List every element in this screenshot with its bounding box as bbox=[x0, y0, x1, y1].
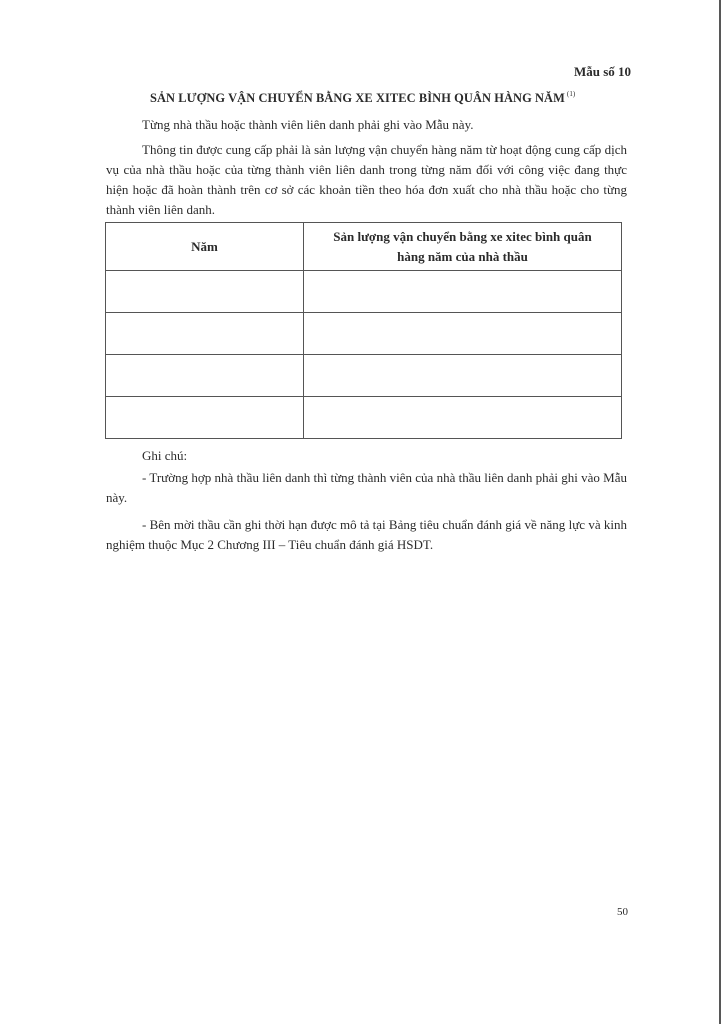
form-number: Mẫu số 10 bbox=[573, 64, 631, 79]
note-item-1: - Trường hợp nhà thầu liên danh thì từng thành viên của nhà thầu liên danh phải ghi vào Mẫu này. bbox=[106, 470, 627, 505]
table-header-row bbox=[106, 223, 622, 271]
table-row bbox=[106, 355, 622, 397]
cell-year bbox=[106, 355, 304, 397]
scan-edge-line bbox=[719, 0, 721, 1024]
cell-volume bbox=[304, 313, 622, 355]
cell-volume bbox=[304, 355, 622, 397]
cell-year bbox=[106, 397, 304, 439]
volume-table bbox=[105, 222, 622, 439]
document-title bbox=[150, 90, 575, 106]
page-number: 50 bbox=[617, 906, 628, 918]
intro-paragraph-1: Từng nhà thầu hoặc thành viên liên danh phải ghi vào Mẫu này. bbox=[142, 117, 474, 132]
table-row bbox=[106, 271, 622, 313]
title-text: SẢN LƯỢNG VẬN CHUYỂN BẰNG XE XITEC BÌNH QUÂN HÀNG NĂM bbox=[150, 91, 565, 105]
header-year: Năm bbox=[106, 223, 304, 271]
note-item-2: - Bên mời thầu cần ghi thời hạn được mô tả tại Bảng tiêu chuẩn đánh giá về năng lực và kinh nghiệm thuộc Mục 2 Chương III – Tiêu chuẩn đánh giá HSDT. bbox=[106, 517, 627, 552]
cell-volume bbox=[304, 397, 622, 439]
notes-title: Ghi chú: bbox=[142, 448, 188, 463]
cell-volume bbox=[304, 271, 622, 313]
intro-paragraph-2: Thông tin được cung cấp phải là sản lượng vận chuyển hàng năm từ hoạt động cung cấp dịch vụ của nhà thầu hoặc của từng thành viên liên danh trong từng năm đối với công việc đang thực hiện hoặc đã hoàn thành trên cơ sở các khoản tiền theo hóa đơn xuất cho nhà thầu hoặc cho từng thành viên liên danh. bbox=[106, 142, 627, 217]
table-row bbox=[106, 313, 622, 355]
header-volume: Sản lượng vận chuyển bằng xe xitec bình quân hàng năm của nhà thầu bbox=[304, 223, 622, 271]
table-row bbox=[106, 397, 622, 439]
cell-year bbox=[106, 271, 304, 313]
title-footnote-mark: (1) bbox=[566, 90, 576, 98]
cell-year bbox=[106, 313, 304, 355]
